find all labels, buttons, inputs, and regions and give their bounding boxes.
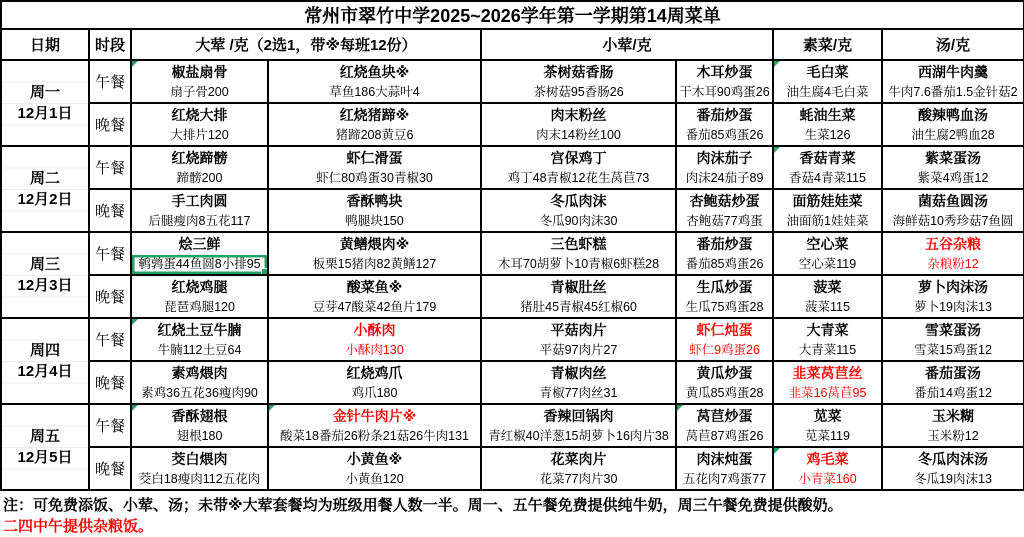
- dish-name: 香酥翅根: [171, 408, 228, 424]
- period-cell[interactable]: [89, 361, 131, 404]
- period-cell[interactable]: [89, 318, 131, 361]
- dish-name: 菠菜: [813, 279, 842, 295]
- menu-cell-small-meat-b[interactable]: [676, 103, 773, 146]
- dish-name: 菌菇鱼圆汤: [918, 193, 988, 209]
- dish-detail: 萝卜19肉沫13: [914, 300, 992, 314]
- period-label: 晚餐: [94, 203, 125, 220]
- dish-detail: 冬瓜90肉沫30: [539, 214, 618, 228]
- column-header-vegetable[interactable]: 素菜/克: [773, 29, 882, 60]
- menu-cell-small-meat-a[interactable]: [481, 103, 676, 146]
- column-header-soup[interactable]: 汤/克: [882, 29, 1024, 60]
- dish-detail: 杂粮粉12: [927, 257, 979, 271]
- weekday-label: 周二: [29, 170, 60, 187]
- dish-name: 杏鲍菇炒蛋: [689, 193, 760, 209]
- menu-cell-big-meat-b[interactable]: [268, 361, 481, 404]
- period-label: 午餐: [94, 160, 125, 177]
- menu-cell-soup[interactable]: [882, 361, 1024, 404]
- dish-detail: 后腿瘦肉8五花117: [148, 214, 251, 228]
- menu-cell-small-meat-b[interactable]: [676, 361, 773, 404]
- menu-row: [1, 404, 1024, 447]
- dish-detail: 青椒77肉丝31: [539, 386, 618, 400]
- dish-name: 番茄炒蛋: [696, 107, 753, 123]
- dish-detail: 油生腐2鸭血28: [911, 128, 995, 142]
- menu-cell-small-meat-b[interactable]: [676, 232, 773, 275]
- dish-detail: 草鱼186大蒜叶4: [329, 85, 420, 99]
- date-label: 12月2日: [17, 191, 73, 208]
- menu-cell-soup[interactable]: [882, 146, 1024, 189]
- menu-cell-soup[interactable]: [882, 318, 1024, 361]
- dish-name: 茶树菇香肠: [543, 64, 614, 80]
- dish-name: 花菜肉片: [550, 451, 607, 467]
- dish-detail: 苋菜119: [805, 429, 850, 443]
- dish-detail: 五花肉7鸡蛋77: [682, 472, 767, 486]
- menu-cell-vegetable[interactable]: [773, 447, 882, 490]
- note-line-2: 二四中午提供杂粮饭。: [3, 518, 154, 535]
- dish-detail: 空心菜119: [798, 257, 857, 271]
- dish-name: 木耳炒蛋: [696, 64, 753, 80]
- period-cell[interactable]: [89, 189, 131, 232]
- dish-name: 素鸡煨肉: [171, 365, 228, 381]
- dish-name: 冬瓜肉沫汤: [918, 451, 988, 467]
- dish-name: 西湖牛肉羹: [918, 64, 988, 80]
- menu-cell-big-meat-a[interactable]: [131, 60, 268, 103]
- menu-cell-small-meat-b[interactable]: [676, 189, 773, 232]
- dish-detail: 油生腐4毛白菜: [786, 85, 869, 99]
- menu-cell-vegetable[interactable]: [773, 189, 882, 232]
- menu-cell-big-meat-a[interactable]: [131, 232, 268, 275]
- footer-notes: [0, 491, 1024, 537]
- dish-detail: 酸菜18番茄26粉条21菇26牛肉131: [280, 429, 469, 443]
- menu-cell-vegetable[interactable]: [773, 318, 882, 361]
- column-header-period[interactable]: 时段: [89, 29, 131, 60]
- menu-row: [1, 103, 1024, 146]
- dish-detail: 杏鲍菇77鸡蛋: [686, 214, 763, 228]
- dish-detail: 青红椒40洋葱15胡萝卜16肉片38: [488, 429, 669, 443]
- menu-row: [1, 361, 1024, 404]
- dish-name: 大青菜: [806, 322, 849, 338]
- period-cell[interactable]: [89, 60, 131, 103]
- dish-detail: 小酥肉130: [345, 343, 404, 357]
- dish-name: 红烧鱼块※: [339, 64, 410, 80]
- menu-cell-small-meat-a[interactable]: [481, 60, 676, 103]
- column-header-big-meat[interactable]: 大荤 /克（2选1，带※每班12份）: [131, 29, 481, 60]
- dish-name: 金针牛肉片※: [332, 408, 417, 424]
- dish-name: 蚝油生菜: [799, 107, 856, 123]
- dish-detail: 黄瓜85鸡蛋28: [685, 386, 764, 400]
- menu-cell-small-meat-a[interactable]: [481, 232, 676, 275]
- menu-row: [1, 447, 1024, 490]
- menu-cell-soup[interactable]: [882, 232, 1024, 275]
- menu-cell-big-meat-b[interactable]: [268, 318, 481, 361]
- menu-row: [1, 189, 1024, 232]
- period-label: 午餐: [94, 74, 125, 91]
- date-cell[interactable]: [1, 232, 89, 318]
- dish-name: 青椒肉丝: [550, 365, 607, 381]
- dish-name: 苋菜: [813, 408, 842, 424]
- dish-detail: 肉末14粉丝100: [536, 128, 621, 142]
- period-label: 午餐: [94, 418, 125, 435]
- dish-name: 红烧蹄髈: [171, 150, 228, 166]
- menu-cell-big-meat-b[interactable]: [268, 103, 481, 146]
- period-label: 晚餐: [94, 461, 125, 478]
- dish-detail: 牛腩112土豆64: [157, 343, 242, 357]
- dish-detail: 番茄85鸡蛋26: [685, 128, 764, 142]
- dish-name: 玉米糊: [932, 408, 974, 424]
- weekday-label: 周五: [29, 428, 60, 445]
- period-cell[interactable]: [89, 232, 131, 275]
- dish-detail: 番茄85鸡蛋26: [685, 257, 764, 271]
- dish-name: 小酥肉: [353, 322, 396, 338]
- menu-cell-soup[interactable]: [882, 275, 1024, 318]
- dish-detail: 鸡丁48青椒12花生莴苣73: [507, 171, 650, 185]
- date-label: 12月4日: [17, 363, 73, 380]
- dish-detail: 鸭腿块150: [345, 214, 404, 228]
- dish-detail: 小黄鱼120: [345, 472, 404, 486]
- menu-cell-vegetable[interactable]: [773, 146, 882, 189]
- menu-row: [1, 146, 1024, 189]
- menu-row: [1, 232, 1024, 275]
- dish-detail: 小青菜160: [798, 472, 857, 486]
- dish-detail: 韭菜16莴苣95: [788, 386, 867, 400]
- period-cell[interactable]: [89, 447, 131, 490]
- menu-cell-big-meat-b[interactable]: [268, 447, 481, 490]
- menu-cell-big-meat-b[interactable]: [268, 404, 481, 447]
- dish-detail: 紫菜4鸡蛋12: [917, 171, 989, 185]
- menu-cell-big-meat-b[interactable]: [268, 232, 481, 275]
- dish-detail: 冬瓜19肉沫13: [914, 472, 992, 486]
- date-cell[interactable]: [1, 404, 89, 490]
- menu-cell-big-meat-a[interactable]: [131, 275, 268, 318]
- column-header-small-meat[interactable]: 小荤/克: [481, 29, 773, 60]
- page-title[interactable]: 常州市翠竹中学2025~2026学年第一学期第14周菜单: [1, 1, 1024, 29]
- dish-name: 红烧土豆牛腩: [157, 322, 242, 338]
- period-label: 晚餐: [94, 117, 125, 134]
- menu-cell-soup[interactable]: [882, 60, 1024, 103]
- dish-name: 黄鳝煨肉※: [339, 236, 410, 252]
- menu-cell-soup[interactable]: [882, 447, 1024, 490]
- dish-name: 虾仁滑蛋: [346, 150, 403, 166]
- date-label: 12月5日: [17, 449, 73, 466]
- dish-name: 鸡毛菜: [806, 451, 849, 467]
- dish-detail: 虾仁80鸡蛋30青椒30: [316, 171, 433, 185]
- note-line-1: 注：可免费添饭、小荤、汤；未带※大荤套餐均为班级用餐人数一半。周一、五午餐免费提供纯牛奶，周三午餐免费提供酸奶。: [3, 497, 843, 514]
- menu-cell-big-meat-a[interactable]: [131, 103, 268, 146]
- dish-name: 香酥鸭块: [346, 193, 403, 209]
- dish-name: 冬瓜肉沫: [550, 193, 607, 209]
- menu-cell-big-meat-a[interactable]: [131, 404, 268, 447]
- menu-cell-small-meat-a[interactable]: [481, 404, 676, 447]
- dish-name: 虾仁炖蛋: [696, 322, 753, 338]
- menu-cell-vegetable[interactable]: [773, 60, 882, 103]
- dish-detail: 牛肉7.6番茄1.5金针菇2: [888, 85, 1018, 99]
- menu-cell-small-meat-b[interactable]: [676, 404, 773, 447]
- dish-name: 红烧猪蹄※: [339, 107, 410, 123]
- weekday-label: 周四: [29, 342, 60, 359]
- dish-detail: 莴苣87鸡蛋26: [685, 429, 764, 443]
- period-label: 午餐: [94, 246, 125, 263]
- date-cell[interactable]: [1, 318, 89, 404]
- menu-cell-small-meat-a[interactable]: [481, 189, 676, 232]
- period-cell[interactable]: [89, 146, 131, 189]
- dish-name: 香辣回锅肉: [543, 408, 614, 424]
- dish-name: 五谷杂粮: [925, 236, 981, 252]
- dish-name: 三色虾糕: [550, 236, 607, 252]
- dish-name: 黄瓜炒蛋: [696, 365, 753, 381]
- menu-cell-small-meat-a[interactable]: [481, 146, 676, 189]
- menu-cell-big-meat-b[interactable]: [268, 60, 481, 103]
- dish-detail: 茭白18瘦肉112五花肉: [138, 472, 261, 486]
- dish-name: 宫保鸡丁: [550, 150, 607, 166]
- dish-detail: 花菜77肉片30: [539, 472, 618, 486]
- menu-cell-small-meat-b[interactable]: [676, 146, 773, 189]
- dish-detail: 鸡爪180: [351, 386, 398, 400]
- dish-detail: 平菇97肉片27: [539, 343, 618, 357]
- dish-name: 红烧大排: [171, 107, 228, 123]
- dish-name: 红烧鸡腿: [171, 279, 228, 295]
- dish-detail: 干木耳90鸡蛋26: [679, 85, 770, 99]
- menu-cell-small-meat-a[interactable]: [481, 318, 676, 361]
- menu-cell-small-meat-b[interactable]: [676, 318, 773, 361]
- menu-cell-big-meat-a[interactable]: [131, 146, 268, 189]
- menu-cell-small-meat-b[interactable]: [676, 60, 773, 103]
- dish-detail: 香菇4青菜115: [789, 171, 866, 185]
- menu-cell-big-meat-a[interactable]: [131, 447, 268, 490]
- dish-detail: 蹄髈200: [176, 171, 223, 185]
- menu-cell-vegetable[interactable]: [773, 404, 882, 447]
- dish-detail: 猪肚45青椒45红椒60: [520, 300, 637, 314]
- dish-name: 肉沫茄子: [696, 150, 753, 166]
- menu-cell-big-meat-b[interactable]: [268, 275, 481, 318]
- menu-cell-small-meat-a[interactable]: [481, 447, 676, 490]
- period-cell[interactable]: [89, 103, 131, 146]
- dish-detail: 琵琶鸡腿120: [164, 300, 235, 314]
- menu-cell-soup[interactable]: [882, 189, 1024, 232]
- dish-detail: 油面筋1娃娃菜: [786, 214, 869, 228]
- dish-name: 青椒肚丝: [550, 279, 607, 295]
- dish-detail: 生菜126: [804, 128, 851, 142]
- dish-name: 空心菜: [806, 236, 849, 252]
- dish-name: 番茄蛋汤: [925, 365, 981, 381]
- period-cell[interactable]: [89, 275, 131, 318]
- dish-name: 毛白菜: [806, 64, 849, 80]
- menu-cell-small-meat-b[interactable]: [676, 447, 773, 490]
- menu-row: [1, 318, 1024, 361]
- dish-detail: 猪蹄208黄豆6: [335, 128, 414, 142]
- dish-name: 酸辣鸭血汤: [918, 107, 988, 123]
- dish-detail: 大青菜115: [798, 343, 857, 357]
- dish-detail: 生瓜75鸡蛋28: [685, 300, 764, 314]
- date-label: 12月1日: [17, 105, 73, 122]
- dish-name: 莴苣炒蛋: [696, 408, 753, 424]
- weekday-label: 周一: [29, 84, 60, 101]
- menu-cell-big-meat-b[interactable]: [268, 189, 481, 232]
- menu-cell-vegetable[interactable]: [773, 361, 882, 404]
- dish-detail: 扇子骨200: [170, 85, 229, 99]
- dish-detail: 玉米粉12: [927, 429, 979, 443]
- dish-name: 紫菜蛋汤: [925, 150, 981, 166]
- dish-name: 酸菜鱼※: [346, 279, 403, 295]
- dish-name: 手工肉圆: [171, 193, 228, 209]
- dish-name: 生瓜炒蛋: [696, 279, 753, 295]
- menu-cell-vegetable[interactable]: [773, 232, 882, 275]
- dish-name: 韭菜莴苣丝: [792, 365, 863, 381]
- menu-cell-small-meat-a[interactable]: [481, 275, 676, 318]
- menu-row: [1, 60, 1024, 103]
- date-label: 12月3日: [17, 277, 73, 294]
- period-label: 晚餐: [94, 375, 125, 392]
- dish-detail: 虾仁9鸡蛋26: [689, 343, 760, 357]
- dish-name: 肉沫炖蛋: [696, 451, 753, 467]
- menu-cell-vegetable[interactable]: [773, 103, 882, 146]
- column-header-date[interactable]: 日期: [1, 29, 89, 60]
- menu-cell-small-meat-b[interactable]: [676, 275, 773, 318]
- dish-name: 香菇青菜: [799, 150, 856, 166]
- weekday-label: 周三: [29, 256, 60, 273]
- date-cell[interactable]: [1, 60, 89, 146]
- menu-cell-big-meat-a[interactable]: [131, 189, 268, 232]
- menu-cell-big-meat-a[interactable]: [131, 361, 268, 404]
- dish-detail: 海鲜菇10秀珍菇7鱼圆: [892, 214, 1014, 228]
- dish-detail: 翅根180: [176, 429, 223, 443]
- menu-cell-big-meat-a[interactable]: [131, 318, 268, 361]
- menu-cell-vegetable[interactable]: [773, 275, 882, 318]
- dish-name: 肉末粉丝: [550, 107, 607, 123]
- period-label: 午餐: [94, 332, 125, 349]
- dish-detail: 板栗15猪肉82黄鳝127: [312, 257, 437, 271]
- date-cell[interactable]: [1, 146, 89, 232]
- dish-detail: 素鸡36五花36瘦肉90: [141, 386, 258, 400]
- period-label: 晚餐: [94, 289, 125, 306]
- dish-name: 平菇肉片: [550, 322, 607, 338]
- dish-name: 萝卜肉沫汤: [918, 279, 988, 295]
- dish-name: 椒盐扇骨: [171, 64, 228, 80]
- menu-row: [1, 275, 1024, 318]
- dish-detail: 雪菜15鸡蛋12: [914, 343, 992, 357]
- dish-detail: 木耳70胡萝卜10青椒6虾糕28: [497, 257, 660, 271]
- menu-cell-small-meat-a[interactable]: [481, 361, 676, 404]
- dish-name: 雪菜蛋汤: [925, 322, 981, 338]
- dish-detail: 鹌鹑蛋44鱼圆8小排95: [132, 255, 267, 274]
- menu-cell-soup[interactable]: [882, 103, 1024, 146]
- dish-detail: 豆芽47酸菜42鱼片179: [312, 300, 437, 314]
- dish-name: 茭白煨肉: [171, 451, 228, 467]
- dish-name: 烩三鲜: [178, 236, 221, 252]
- dish-name: 红烧鸡爪: [346, 365, 403, 381]
- menu-cell-soup[interactable]: [882, 404, 1024, 447]
- period-cell[interactable]: [89, 404, 131, 447]
- dish-name: 番茄炒蛋: [696, 236, 753, 252]
- dish-detail: 茶树菇95香肠26: [533, 85, 624, 99]
- menu-cell-big-meat-b[interactable]: [268, 146, 481, 189]
- dish-name: 面筋娃娃菜: [792, 193, 863, 209]
- dish-detail: 菠菜115: [805, 300, 850, 314]
- dish-detail: 番茄14鸡蛋12: [914, 386, 992, 400]
- dish-name: 小黄鱼※: [346, 451, 403, 467]
- dish-detail: 肉沫24茄子89: [685, 171, 764, 185]
- dish-detail: 大排片120: [170, 128, 229, 142]
